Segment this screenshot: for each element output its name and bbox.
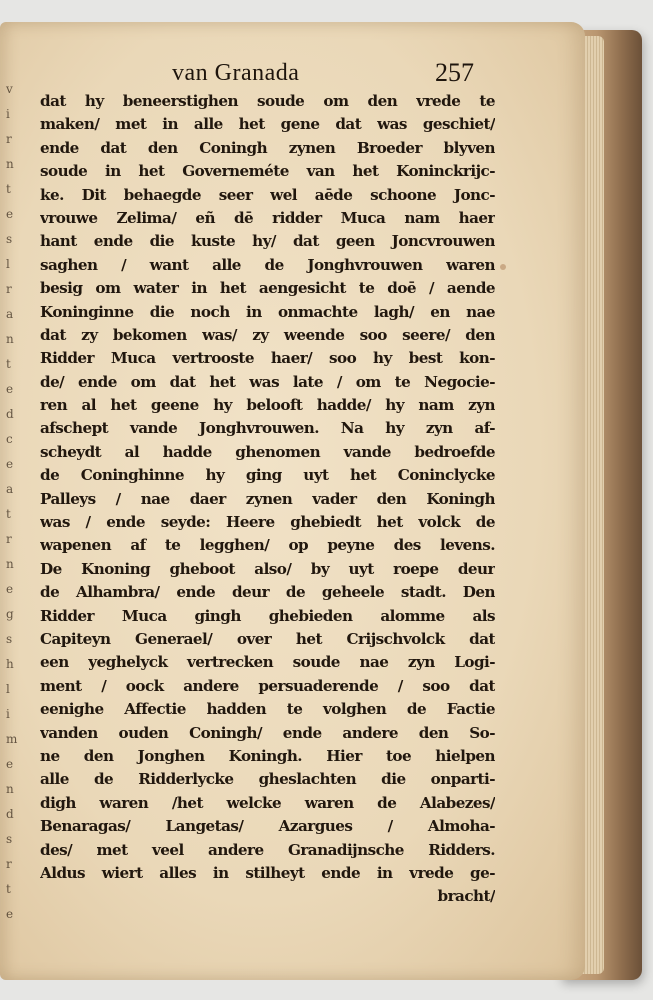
gutter-char: i xyxy=(6,707,10,721)
gutter-char: e xyxy=(6,582,14,596)
gutter-char: e xyxy=(6,207,14,221)
text-line: vanden ouden Coningh/ ende andere den So- xyxy=(40,723,495,742)
gutter-char: n xyxy=(6,157,14,171)
text-line: hant ende die kuste hy/ dat geen Joncvrouwen xyxy=(40,232,495,251)
gutter-char: n xyxy=(6,332,14,346)
text-line: maken/ met in alle het gene dat was geschiet/ xyxy=(40,115,495,134)
text-line: ren al het geene hy belooft hadde/ hy nam zyn xyxy=(40,396,495,415)
text-line: besig om water in het aengesicht te doē / aende xyxy=(40,279,495,298)
gutter-char: i xyxy=(6,107,10,121)
text-line: ne den Jonghen Koningh. Hier toe hielpen xyxy=(40,746,495,765)
gutter-char: d xyxy=(6,407,14,421)
text-line: dat zy bekomen was/ zy weende soo seere/ den xyxy=(40,325,495,344)
text-line: vrouwe Zelima/ eñ dē ridder Muca nam haer xyxy=(40,208,495,227)
paper-spot xyxy=(500,264,506,270)
gutter-char: l xyxy=(6,257,10,271)
gutter-char: r xyxy=(6,132,12,146)
text-line: alle de Ridderlycke gheslachten die onparti- xyxy=(40,770,495,789)
text-line: wapenen af te legghen/ op peyne des levens. xyxy=(40,536,495,555)
text-line: een yeghelyck vertrecken soude nae zyn Logi- xyxy=(40,653,495,672)
gutter-char: e xyxy=(6,382,14,396)
page-number: 257 xyxy=(435,58,474,87)
text-line: des/ met veel andere Granadijnsche Ridders. xyxy=(40,840,495,859)
text-line: eenighe Affectie hadden te volghen de Factie xyxy=(40,700,495,719)
gutter-char: r xyxy=(6,857,12,871)
gutter-char: t xyxy=(6,882,11,896)
gutter-char: s xyxy=(6,232,13,246)
text-line: Ridder Muca vertrooste haer/ soo hy best kon- xyxy=(40,349,495,368)
text-line: Aldus wiert alles in stilheyt ende in vrede ge- xyxy=(40,863,495,882)
gutter-char: s xyxy=(6,832,13,846)
text-line: ment / oock andere persuaderende / soo dat xyxy=(40,676,495,695)
text-line: de Alhambra/ ende deur de geheele stadt. Den xyxy=(40,583,495,602)
gutter-char: m xyxy=(6,732,18,746)
text-line: Palleys / nae daer zynen vader den Koningh xyxy=(40,489,495,508)
gutter-char: l xyxy=(6,682,10,696)
gutter-char: n xyxy=(6,557,14,571)
gutter-bleed-through xyxy=(0,82,30,982)
gutter-char: t xyxy=(6,357,11,371)
gutter-char: t xyxy=(6,507,11,521)
body-text xyxy=(40,90,495,909)
page-header xyxy=(40,58,510,94)
text-line: Koninginne die noch in onmachte lagh/ en nae xyxy=(40,302,495,321)
text-line: de/ ende om dat het was late / om te Negocie- xyxy=(40,372,495,391)
gutter-char: e xyxy=(6,457,14,471)
gutter-char: t xyxy=(6,182,11,196)
gutter-char: g xyxy=(6,607,14,621)
text-line: De Knoning gheboot also/ by uyt roepe deur xyxy=(40,559,495,578)
text-line: was / ende seyde: Heere ghebiedt het volck de xyxy=(40,513,495,532)
gutter-char: r xyxy=(6,282,12,296)
gutter-char: r xyxy=(6,532,12,546)
text-line: saghen / want alle de Jonghvrouwen waren xyxy=(40,255,495,274)
text-line: afschept vande Jonghvrouwen. Na hy zyn af- xyxy=(40,419,495,438)
gutter-char: a xyxy=(6,482,14,496)
text-line: ke. Dit behaegde seer wel aēde schoone Jonc- xyxy=(40,185,495,204)
gutter-char: a xyxy=(6,307,14,321)
text-line: Capiteyn Generael/ over het Crijschvolck dat xyxy=(40,629,495,648)
text-line: Benaragas/ Langetas/ Azargues / Almoha- xyxy=(40,817,495,836)
gutter-char: d xyxy=(6,807,14,821)
text-line: dat hy beneerstighen soude om den vrede te xyxy=(40,92,495,110)
gutter-char: e xyxy=(6,757,14,771)
gutter-char: e xyxy=(6,907,14,921)
text-line: digh waren /het welcke waren de Alabezes/ xyxy=(40,793,495,812)
text-line: bracht/ xyxy=(437,887,495,906)
text-line: ende dat den Coningh zynen Broeder blyven xyxy=(40,138,495,157)
gutter-char: c xyxy=(6,432,13,446)
gutter-char: h xyxy=(6,657,14,671)
running-head: van Granada xyxy=(172,60,300,86)
text-line: scheydt al hadde ghenomen vande bedroefde xyxy=(40,442,495,461)
gutter-char: v xyxy=(6,82,13,96)
text-line: soude in het Governeméte van het Koninckrijc- xyxy=(40,162,495,181)
text-line: de Coninghinne hy ging uyt het Coninclycke xyxy=(40,466,495,485)
text-line: Ridder Muca gingh ghebieden alomme als xyxy=(40,606,495,625)
gutter-char: s xyxy=(6,632,13,646)
gutter-char: n xyxy=(6,782,14,796)
